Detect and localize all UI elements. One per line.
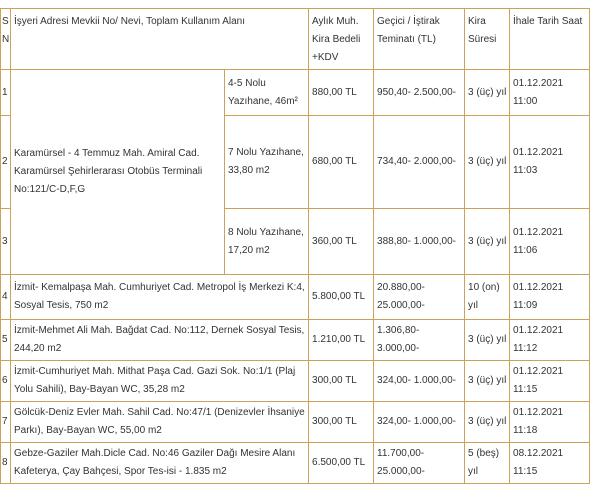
row-term: 3 (üç) yıl [465, 116, 510, 209]
row-term: 10 (on) yıl [465, 275, 510, 320]
row-unit: 7 Nolu Yazıhane, 33,80 m2 [225, 116, 309, 209]
row-rent: 300,00 TL [309, 361, 374, 402]
row-unit: 4-5 Nolu Yazıhane, 46m² [225, 70, 309, 116]
row-guarantee: 324,00- 1.000,00- [374, 402, 465, 443]
row-guarantee: 1.306,80- 3.000,00- [374, 320, 465, 361]
row-term: 3 (üç) yıl [465, 209, 510, 275]
table-row [1, 443, 590, 484]
row-address: İzmit- Kemalpaşa Mah. Cumhuriyet Cad. Metropol İş Merkezi K:4, Sosyal Tesis, 750 m2 [11, 275, 309, 320]
table-row [1, 320, 590, 361]
row-number: 1 [1, 70, 11, 116]
row-term: 3 (üç) yıl [465, 320, 510, 361]
row-number: 4 [1, 275, 11, 320]
row-date: 01.12.2021 11:06 [510, 209, 590, 275]
tender-table [0, 8, 590, 484]
header-date: İhale Tarih Saat [510, 9, 590, 70]
table-row [1, 70, 590, 116]
row-address: Gebze-Gaziler Mah.Dicle Cad. No:46 Gaziler Dağı Mesire Alanı Kafeterya, Çay Bahçesi, Spor Tes-isi - 1.835 m2 [11, 443, 309, 484]
row-date: 01.12.2021 11:09 [510, 275, 590, 320]
group-address: Karamürsel - 4 Temmuz Mah. Amiral Cad. Karamürsel Şehirlerarası Otobüs Terminali No:121/C-D,F,G [11, 70, 225, 275]
row-guarantee: 734,40- 2.000,00- [374, 116, 465, 209]
header-guarantee: Geçici / İştirak Teminatı (TL) [374, 9, 465, 70]
row-term: 3 (üç) yıl [465, 70, 510, 116]
table-row [1, 402, 590, 443]
row-date: 01.12.2021 11:03 [510, 116, 590, 209]
row-date: 01.12.2021 11:12 [510, 320, 590, 361]
row-rent: 360,00 TL [309, 209, 374, 275]
row-date: 01.12.2021 11:00 [510, 70, 590, 116]
row-term: 3 (üç) yıl [465, 361, 510, 402]
row-term: 3 (üç) yıl [465, 402, 510, 443]
row-rent: 1.210,00 TL [309, 320, 374, 361]
row-number: 6 [1, 361, 11, 402]
header-sn: S N [1, 9, 11, 70]
row-rent: 6.500,00 TL [309, 443, 374, 484]
header-row [1, 9, 590, 70]
row-address: İzmit-Mehmet Ali Mah. Bağdat Cad. No:112, Dernek Sosyal Tesis, 244,20 m2 [11, 320, 309, 361]
row-guarantee: 950,40- 2.500,00- [374, 70, 465, 116]
row-date: 08.12.2021 11:15 [510, 443, 590, 484]
row-unit: 8 Nolu Yazıhane, 17,20 m2 [225, 209, 309, 275]
row-guarantee: 11.700,00- 25.000,00- [374, 443, 465, 484]
table-row [1, 361, 590, 402]
row-number: 5 [1, 320, 11, 361]
header-term: Kira Süresi [465, 9, 510, 70]
row-guarantee: 20.880,00- 25.000,00- [374, 275, 465, 320]
row-number: 7 [1, 402, 11, 443]
header-address: İşyeri Adresi Mevkii No/ Nevi, Toplam Kullanım Alanı [11, 9, 309, 70]
row-rent: 5.800,00 TL [309, 275, 374, 320]
row-number: 3 [1, 209, 11, 275]
row-guarantee: 324,00- 1.000,00- [374, 361, 465, 402]
row-date: 01.12.2021 11:18 [510, 402, 590, 443]
row-address: Gölcük-Deniz Evler Mah. Sahil Cad. No:47/1 (Denizevler İhsaniye Parkı), Bay-Bayan WC, 55,00 m2 [11, 402, 309, 443]
table-row [1, 275, 590, 320]
row-rent: 880,00 TL [309, 70, 374, 116]
row-date: 01.12.2021 11:15 [510, 361, 590, 402]
row-guarantee: 388,80- 1.000,00- [374, 209, 465, 275]
row-address: İzmit-Cumhuriyet Mah. Mithat Paşa Cad. Gazi Sok. No:1/1 (Plaj Yolu Sahili), Bay-Bayan WC, 35,28 m2 [11, 361, 309, 402]
row-number: 2 [1, 116, 11, 209]
row-term: 5 (beş) yıl [465, 443, 510, 484]
row-number: 8 [1, 443, 11, 484]
header-rent: Aylık Muh. Kira Bedeli +KDV [309, 9, 374, 70]
row-rent: 300,00 TL [309, 402, 374, 443]
row-rent: 680,00 TL [309, 116, 374, 209]
